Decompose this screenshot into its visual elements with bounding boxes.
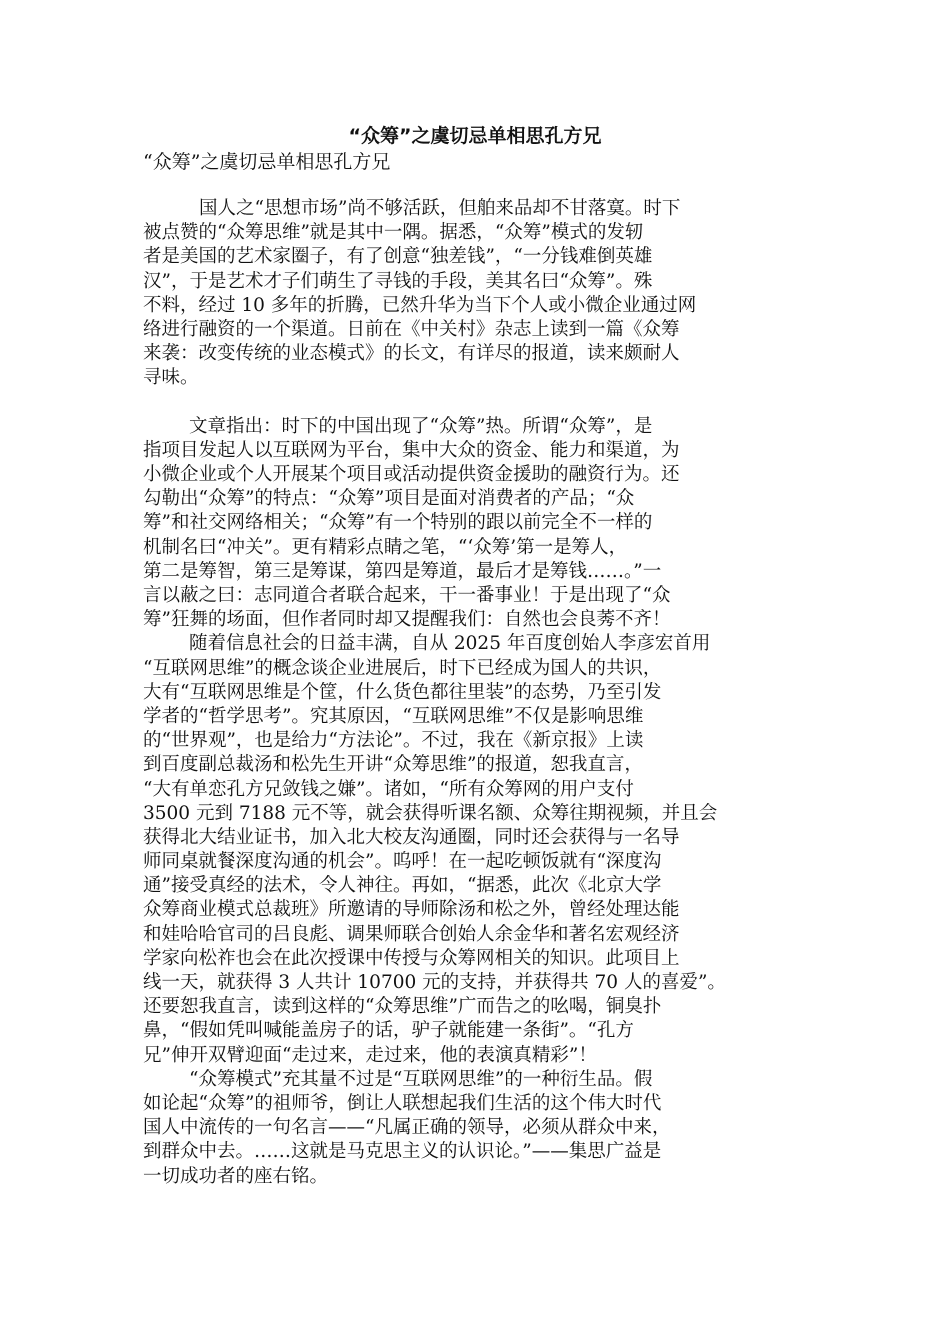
paragraph-line: 文章指出：时下的中国出现了“众筹”热。所谓“众筹”，是 <box>189 415 653 437</box>
paragraph-line: 被点赞的“众筹思维”就是其中一隅。据悉，“众筹”模式的发轫 <box>143 222 644 244</box>
paragraph-line: “众筹模式”充其量不过是“互联网思维”的一种衍生品。假 <box>189 1068 653 1090</box>
paragraph-line: 筹”狂舞的场面，但作者同时却又提醒我们：自然也会良莠不齐！ <box>143 609 671 631</box>
paragraph-line: 的“世界观”，也是给力“方法论”。不过，我在《新京报》上读 <box>143 730 644 752</box>
paragraph-1 <box>143 197 823 391</box>
paragraph-line: 者是美国的艺术家圈子，有了创意“独差钱”，“一分钱难倒英雄 <box>143 246 653 268</box>
paragraph-line: 随着信息社会的日益丰满，自从 2025 年百度创始人李彦宏首用 <box>189 633 711 655</box>
paragraph-line: 学家向松祚也会在此次授课中传授与众筹网相关的知识。此项目上 <box>143 947 680 969</box>
paragraph-line: 3500 元到 7188 元不等，就会获得听课名额、众筹往期视频，并且会 <box>143 802 718 824</box>
paragraph-line: 机制名曰“冲关”。更有精彩点睛之笔，“‘众筹’第一是筹人， <box>143 536 628 558</box>
document-subtitle: “众筹”之虞切忌单相思孔方兄 <box>143 151 391 173</box>
paragraph-3 <box>143 632 823 1067</box>
paragraph-line: 寻味。 <box>143 367 199 389</box>
paragraph-line: 获得北大结业证书，加入北大校友沟通圈，同时还会获得与一名导 <box>143 826 680 848</box>
paragraph-line: 鼻，“假如凭叫喊能盖房子的话，驴子就能建一条街”。“孔方 <box>143 1020 634 1042</box>
paragraph-spacer <box>143 391 823 415</box>
paragraph-line: 不料，经过 10 多年的折腾，已然升华为当下个人或小微企业通过网 <box>143 294 697 316</box>
paragraph-line: 指项目发起人以互联网为平台，集中大众的资金、能力和渠道，为 <box>143 439 680 461</box>
paragraph-line: 国人之“思想市场”尚不够活跃，但舶来品却不甘落寞。时下 <box>199 198 681 219</box>
paragraph-line: 还要恕我直言，读到这样的“众筹思维”广而告之的吆喝，铜臭扑 <box>143 996 662 1018</box>
paragraph-line: 一切成功者的座右铭。 <box>143 1165 329 1187</box>
paragraph-line: “互联网思维”的概念谈企业进展后，时下已经成为国人的共识， <box>143 657 662 679</box>
paragraph-line: 到群众中去。……这就是马克思主义的认识论。”——集思广益是 <box>143 1141 662 1163</box>
paragraph-line: 到百度副总裁汤和松先生开讲“众筹思维”的报道，恕我直言， <box>143 754 643 776</box>
paragraph-line: 通”接受真经的法术，令人神往。再如，“据悉，此次《北京大学 <box>143 875 662 897</box>
document-body <box>143 197 823 1189</box>
paragraph-line: 勾勒出“众筹”的特点：“众筹”项目是面对消费者的产品；“众 <box>143 488 635 510</box>
document-title: “众筹”之虞切忌单相思孔方兄 <box>348 125 602 147</box>
paragraph-line: 如论起“众筹”的祖师爷，倒让人联想起我们生活的这个伟大时代 <box>143 1092 662 1114</box>
paragraph-line: 小微企业或个人开展某个项目或活动提供资金援助的融资行为。还 <box>143 464 680 486</box>
paragraph-line: 国人中流传的一句名言——“凡属正确的领导，必须从群众中来， <box>143 1117 671 1139</box>
paragraph-2 <box>143 415 823 633</box>
paragraph-line: 兄”伸开双臂迎面“走过来，走过来，他的表演真精彩”！ <box>143 1044 597 1066</box>
paragraph-line: 言以蔽之曰：志同道合者联合起来，干一番事业！于是出现了“众 <box>143 585 671 606</box>
paragraph-line: 学者的“哲学思考”。究其原因，“互联网思维”不仅是影响思维 <box>143 705 644 727</box>
paragraph-line: 络进行融资的一个渠道。日前在《中关村》杂志上读到一篇《众筹 <box>143 318 680 340</box>
paragraph-line: 筹”和社交网络相关；“众筹”有一个特别的跟以前完全不一样的 <box>143 512 653 534</box>
paragraph-line: 线一天，就获得 3 人共计 10700 元的支持，并获得共 70 人的喜爱”。 <box>143 972 726 993</box>
paragraph-line: 和娃哈哈官司的吕良彪、调果师联合创始人余金华和著名宏观经济 <box>143 923 680 945</box>
paragraph-4 <box>143 1068 823 1189</box>
paragraph-line: 汉”，于是艺术才子们萌生了寻钱的手段，美其名曰“众筹”。殊 <box>143 270 653 292</box>
paragraph-line: 来袭：改变传统的业态模式》的长文，有详尽的报道，读来颇耐人 <box>143 343 680 365</box>
paragraph-line: “大有单恋孔方兄敛钱之嫌”。诸如，“所有众筹网的用户支付 <box>143 778 634 800</box>
paragraph-line: 师同桌就餐深度沟通的机会”。呜呼！在一起吃顿饭就有“深度沟 <box>143 851 662 873</box>
paragraph-line: 大有“互联网思维是个筐，什么货色都往里装”的态势，乃至引发 <box>143 681 662 703</box>
paragraph-line: 第二是筹智，第三是筹谋，第四是筹道，最后才是筹钱……。”一 <box>143 560 662 582</box>
paragraph-line: 众筹商业模式总裁班》所邀请的导师除汤和松之外，曾经处理达能 <box>143 899 680 921</box>
